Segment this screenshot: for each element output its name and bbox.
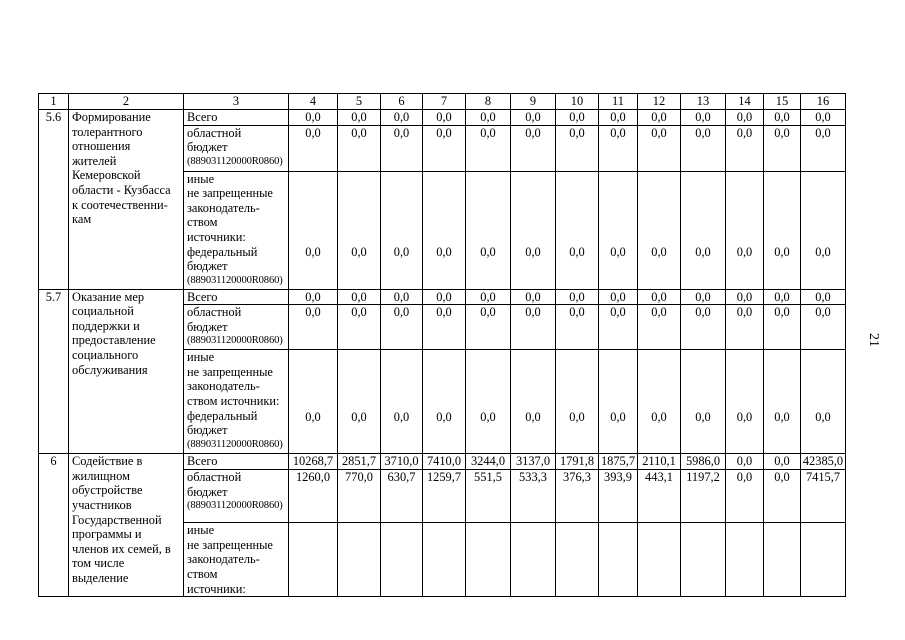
- text-line: Оказание мер: [72, 289, 145, 304]
- year-value-cell: 0,0: [681, 289, 726, 305]
- text-line: ством: [187, 566, 218, 581]
- year-value-cell: 0,0: [764, 110, 801, 126]
- year-value-cell: 0,0: [556, 289, 599, 305]
- text-line: (889031120000R0860): [187, 500, 283, 512]
- year-value-cell: 0,0: [556, 125, 599, 171]
- year-value-cell: 0,0: [511, 110, 556, 126]
- year-value-cell: [338, 523, 381, 597]
- year-value-cell: 0,0: [681, 110, 726, 126]
- year-value-cell: 3710,0: [381, 454, 423, 470]
- year-value-cell: 0,0: [466, 305, 511, 350]
- year-value-cell: 443,1: [638, 470, 681, 523]
- text-line: (889031120000R0860): [187, 438, 283, 450]
- year-value-cell: 0,0: [511, 171, 556, 289]
- year-value-cell: 0,0: [466, 350, 511, 454]
- year-value-cell: 3137,0: [511, 454, 556, 470]
- year-value-cell: 0,0: [638, 171, 681, 289]
- text-line: иные: [187, 523, 215, 538]
- year-value-cell: 0,0: [556, 305, 599, 350]
- year-value-cell: 0,0: [681, 171, 726, 289]
- year-value-cell: 0,0: [381, 305, 423, 350]
- measure-name-cell: [69, 289, 184, 454]
- year-value-cell: 0,0: [338, 350, 381, 454]
- text-line: ством: [187, 215, 218, 230]
- year-value-cell: 1259,7: [423, 470, 466, 523]
- year-value-cell: 7410,0: [423, 454, 466, 470]
- year-value-cell: 0,0: [599, 350, 638, 454]
- year-value-cell: [764, 523, 801, 597]
- year-value-cell: 0,0: [638, 110, 681, 126]
- year-value-cell: 0,0: [338, 305, 381, 350]
- text-line: областной: [187, 125, 242, 140]
- year-value-cell: 0,0: [726, 289, 764, 305]
- year-value-cell: 770,0: [338, 470, 381, 523]
- text-line: (889031120000R0860): [187, 335, 283, 347]
- year-value-cell: [466, 523, 511, 597]
- year-value-cell: 0,0: [289, 305, 338, 350]
- text-line: Содействие в: [72, 454, 143, 469]
- funding-source-cell: [184, 470, 289, 523]
- text-line: членов их семей, в: [72, 541, 171, 556]
- item-number-cell: 5.7: [39, 289, 69, 454]
- text-line: не запрещенные: [187, 537, 273, 552]
- funding-source-cell: [184, 125, 289, 171]
- year-value-cell: 0,0: [764, 171, 801, 289]
- measure-name-cell: [69, 110, 184, 290]
- year-value-cell: 0,0: [726, 125, 764, 171]
- text-line: не запрещенные: [187, 364, 273, 379]
- year-value-cell: 0,0: [726, 350, 764, 454]
- text-line: законодатель-: [187, 379, 260, 394]
- text-line: (889031120000R0860): [187, 274, 283, 286]
- year-value-cell: 0,0: [381, 350, 423, 454]
- year-value-cell: 0,0: [289, 289, 338, 305]
- year-value-cell: 0,0: [764, 470, 801, 523]
- text-line: (889031120000R0860): [187, 155, 283, 167]
- year-value-cell: 0,0: [338, 171, 381, 289]
- year-value-cell: 0,0: [801, 350, 846, 454]
- text-line: Государственной: [72, 512, 162, 527]
- year-value-cell: 2851,7: [338, 454, 381, 470]
- year-value-cell: 0,0: [764, 454, 801, 470]
- funding-source-cell: [184, 171, 289, 289]
- year-value-cell: 551,5: [466, 470, 511, 523]
- year-value-cell: 0,0: [338, 289, 381, 305]
- text-line: областной: [187, 305, 242, 320]
- item-number-cell: 6: [39, 454, 69, 597]
- text-line: выделение: [72, 570, 129, 585]
- year-value-cell: 10268,7: [289, 454, 338, 470]
- text-line: ством источники:: [187, 393, 280, 408]
- year-value-cell: 0,0: [764, 289, 801, 305]
- year-value-cell: 0,0: [466, 289, 511, 305]
- year-value-cell: 1875,7: [599, 454, 638, 470]
- text-line: области - Кузбасса: [72, 182, 171, 197]
- column-number-header: 10: [556, 94, 599, 110]
- year-value-cell: 0,0: [289, 125, 338, 171]
- year-value-cell: 533,3: [511, 470, 556, 523]
- text-line: том числе: [72, 556, 125, 571]
- year-value-cell: 0,0: [801, 171, 846, 289]
- year-value-cell: [801, 523, 846, 597]
- text-line: поддержки и: [72, 318, 140, 333]
- column-number-header: 5: [338, 94, 381, 110]
- year-value-cell: 0,0: [423, 110, 466, 126]
- year-value-cell: 0,0: [423, 289, 466, 305]
- table-row: [39, 454, 846, 470]
- year-value-cell: 0,0: [423, 125, 466, 171]
- year-value-cell: 1260,0: [289, 470, 338, 523]
- text-line: федеральный: [187, 244, 258, 259]
- year-value-cell: 0,0: [511, 305, 556, 350]
- text-line: федеральный: [187, 408, 258, 423]
- year-value-cell: 3244,0: [466, 454, 511, 470]
- text-line: бюджет: [187, 319, 228, 334]
- year-value-cell: 0,0: [511, 125, 556, 171]
- year-value-cell: 0,0: [423, 305, 466, 350]
- year-value-cell: 0,0: [681, 305, 726, 350]
- year-value-cell: 0,0: [726, 110, 764, 126]
- year-value-cell: 0,0: [638, 125, 681, 171]
- year-value-cell: 0,0: [726, 171, 764, 289]
- table-header-row: [39, 94, 846, 110]
- year-value-cell: 0,0: [599, 125, 638, 171]
- table-row: [39, 110, 846, 126]
- table-row: [39, 289, 846, 305]
- column-number-header: 6: [381, 94, 423, 110]
- year-value-cell: 0,0: [381, 171, 423, 289]
- text-line: источники:: [187, 581, 246, 596]
- year-value-cell: 0,0: [338, 110, 381, 126]
- text-line: Всего: [187, 289, 218, 304]
- year-value-cell: 0,0: [381, 110, 423, 126]
- text-line: к соотечественни-: [72, 197, 168, 212]
- year-value-cell: 0,0: [801, 305, 846, 350]
- text-line: бюджет: [187, 140, 228, 155]
- text-line: законодатель-: [187, 552, 260, 567]
- item-number-cell: 5.6: [39, 110, 69, 290]
- column-number-header: 8: [466, 94, 511, 110]
- funding-source-cell: [184, 523, 289, 597]
- year-value-cell: 0,0: [511, 289, 556, 305]
- year-value-cell: [289, 523, 338, 597]
- column-number-header: 11: [599, 94, 638, 110]
- year-value-cell: 630,7: [381, 470, 423, 523]
- year-value-cell: 2110,1: [638, 454, 681, 470]
- text-line: толерантного: [72, 124, 143, 139]
- year-value-cell: 0,0: [423, 171, 466, 289]
- year-value-cell: [511, 523, 556, 597]
- text-line: не запрещенные: [187, 186, 273, 201]
- year-value-cell: 0,0: [681, 350, 726, 454]
- year-value-cell: 0,0: [289, 171, 338, 289]
- year-value-cell: 0,0: [801, 110, 846, 126]
- text-line: обустройстве: [72, 483, 143, 498]
- year-value-cell: [599, 523, 638, 597]
- year-value-cell: 0,0: [638, 305, 681, 350]
- table-body: [39, 94, 846, 597]
- column-number-header: 12: [638, 94, 681, 110]
- year-value-cell: 0,0: [801, 125, 846, 171]
- column-number-header: 15: [764, 94, 801, 110]
- year-value-cell: 0,0: [423, 350, 466, 454]
- year-value-cell: 0,0: [338, 125, 381, 171]
- year-value-cell: 393,9: [599, 470, 638, 523]
- text-line: предоставление: [72, 333, 156, 348]
- column-number-header: 9: [511, 94, 556, 110]
- funding-source-cell: [184, 289, 289, 305]
- year-value-cell: [381, 523, 423, 597]
- year-value-cell: [726, 523, 764, 597]
- year-value-cell: 0,0: [801, 289, 846, 305]
- year-value-cell: 0,0: [511, 350, 556, 454]
- text-line: законодатель-: [187, 200, 260, 215]
- year-value-cell: 0,0: [556, 110, 599, 126]
- year-value-cell: 0,0: [599, 171, 638, 289]
- column-number-header: 13: [681, 94, 726, 110]
- year-value-cell: [638, 523, 681, 597]
- funding-source-cell: [184, 110, 289, 126]
- text-line: жителей: [72, 153, 117, 168]
- page-number: 21: [866, 333, 881, 347]
- text-line: участников: [72, 497, 132, 512]
- year-value-cell: 0,0: [764, 125, 801, 171]
- year-value-cell: 0,0: [599, 305, 638, 350]
- column-number-header: 16: [801, 94, 846, 110]
- year-value-cell: [556, 523, 599, 597]
- year-value-cell: 42385,0: [801, 454, 846, 470]
- year-value-cell: 0,0: [556, 171, 599, 289]
- year-value-cell: 5986,0: [681, 454, 726, 470]
- year-value-cell: 0,0: [466, 110, 511, 126]
- year-value-cell: 0,0: [599, 110, 638, 126]
- year-value-cell: 0,0: [764, 305, 801, 350]
- year-value-cell: 0,0: [726, 305, 764, 350]
- measure-name-cell: [69, 454, 184, 597]
- text-line: кам: [72, 212, 92, 227]
- text-line: отношения: [72, 139, 131, 154]
- text-line: Всего: [187, 454, 218, 469]
- year-value-cell: 376,3: [556, 470, 599, 523]
- text-line: областной: [187, 470, 242, 485]
- text-line: программы и: [72, 527, 142, 542]
- year-value-cell: 0,0: [726, 470, 764, 523]
- year-value-cell: 1791,8: [556, 454, 599, 470]
- budget-table: [38, 93, 846, 597]
- text-line: бюджет: [187, 423, 228, 438]
- year-value-cell: [681, 523, 726, 597]
- funding-source-cell: [184, 305, 289, 350]
- year-value-cell: 0,0: [726, 454, 764, 470]
- year-value-cell: [423, 523, 466, 597]
- year-value-cell: 0,0: [764, 350, 801, 454]
- column-number-header: 3: [184, 94, 289, 110]
- text-line: иные: [187, 171, 215, 186]
- text-line: обслуживания: [72, 362, 148, 377]
- year-value-cell: 7415,7: [801, 470, 846, 523]
- text-line: социальной: [72, 304, 134, 319]
- year-value-cell: 0,0: [289, 110, 338, 126]
- year-value-cell: 0,0: [381, 289, 423, 305]
- text-line: жилищном: [72, 468, 130, 483]
- column-number-header: 2: [69, 94, 184, 110]
- funding-source-cell: [184, 350, 289, 454]
- year-value-cell: 0,0: [466, 125, 511, 171]
- column-number-header: 7: [423, 94, 466, 110]
- year-value-cell: 1197,2: [681, 470, 726, 523]
- column-number-header: 4: [289, 94, 338, 110]
- text-line: Кемеровской: [72, 168, 141, 183]
- text-line: бюджет: [187, 259, 228, 274]
- text-line: социального: [72, 347, 139, 362]
- text-line: источники:: [187, 229, 246, 244]
- year-value-cell: 0,0: [681, 125, 726, 171]
- year-value-cell: 0,0: [638, 350, 681, 454]
- text-line: Всего: [187, 110, 218, 124]
- year-value-cell: 0,0: [599, 289, 638, 305]
- year-value-cell: 0,0: [556, 350, 599, 454]
- funding-source-cell: [184, 454, 289, 470]
- year-value-cell: 0,0: [381, 125, 423, 171]
- year-value-cell: 0,0: [638, 289, 681, 305]
- text-line: иные: [187, 350, 215, 365]
- column-number-header: 1: [39, 94, 69, 110]
- year-value-cell: 0,0: [289, 350, 338, 454]
- column-number-header: 14: [726, 94, 764, 110]
- text-line: бюджет: [187, 484, 228, 499]
- text-line: Формирование: [72, 110, 151, 124]
- year-value-cell: 0,0: [466, 171, 511, 289]
